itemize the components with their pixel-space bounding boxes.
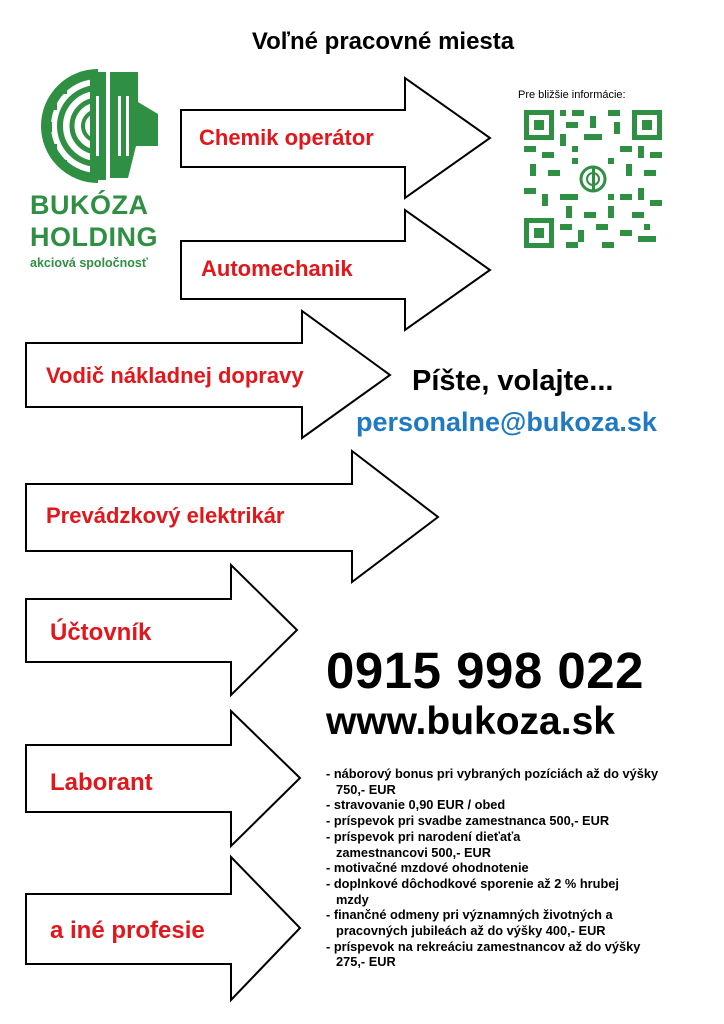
website-link[interactable]: www.bukoza.sk (326, 700, 615, 743)
benefit-item: - príspevok pri svadbe zamestnanca 500,- EUR (326, 813, 676, 829)
benefit-item: - príspevok na rekreáciu zamestnancov až do výšky 275,- EUR (326, 939, 646, 970)
phone-number[interactable]: 0915 998 022 (326, 642, 644, 699)
benefit-item: - finančné odmeny pri významných životných a pracovných jubileách až do výšky 400,- EUR (326, 907, 676, 938)
benefits-list (326, 766, 676, 970)
benefit-item: - príspevok pri narodení dieťaťa zamestnancovi 500,- EUR (326, 829, 536, 860)
brand-name-line2: HOLDING (30, 222, 158, 252)
qr-code-icon[interactable] (524, 110, 662, 248)
job-label: Účtovník (50, 619, 152, 646)
benefit-item: - doplnkové dôchodkové sporenie až 2 % hrubej mzdy (326, 876, 636, 907)
job-label: a iné profesie (50, 917, 205, 944)
brand-name-line1: BUKÓZA (30, 190, 149, 220)
job-label: Automechanik (201, 256, 353, 281)
job-label: Chemik operátor (199, 125, 374, 150)
brand-legal-form: akciová spoločnosť (30, 256, 148, 270)
job-label: Prevádzkový elektrikár (46, 503, 285, 528)
qr-caption: Pre bližšie informácie: (518, 89, 626, 101)
job-label: Laborant (50, 769, 153, 796)
page-title: Voľné pracovné miesta (251, 28, 515, 55)
email-link[interactable]: personalne@bukoza.sk (356, 407, 657, 437)
benefit-item: - motivačné mzdové ohodnotenie (326, 860, 666, 876)
job-label: Vodič nákladnej dopravy (46, 363, 304, 388)
benefit-item: - stravovanie 0,90 EUR / obed (326, 797, 666, 813)
benefit-item: - náborový bonus pri vybraných pozíciách až do výšky 750,- EUR (326, 766, 666, 797)
contact-headline: Píšte, volajte... (412, 365, 614, 397)
